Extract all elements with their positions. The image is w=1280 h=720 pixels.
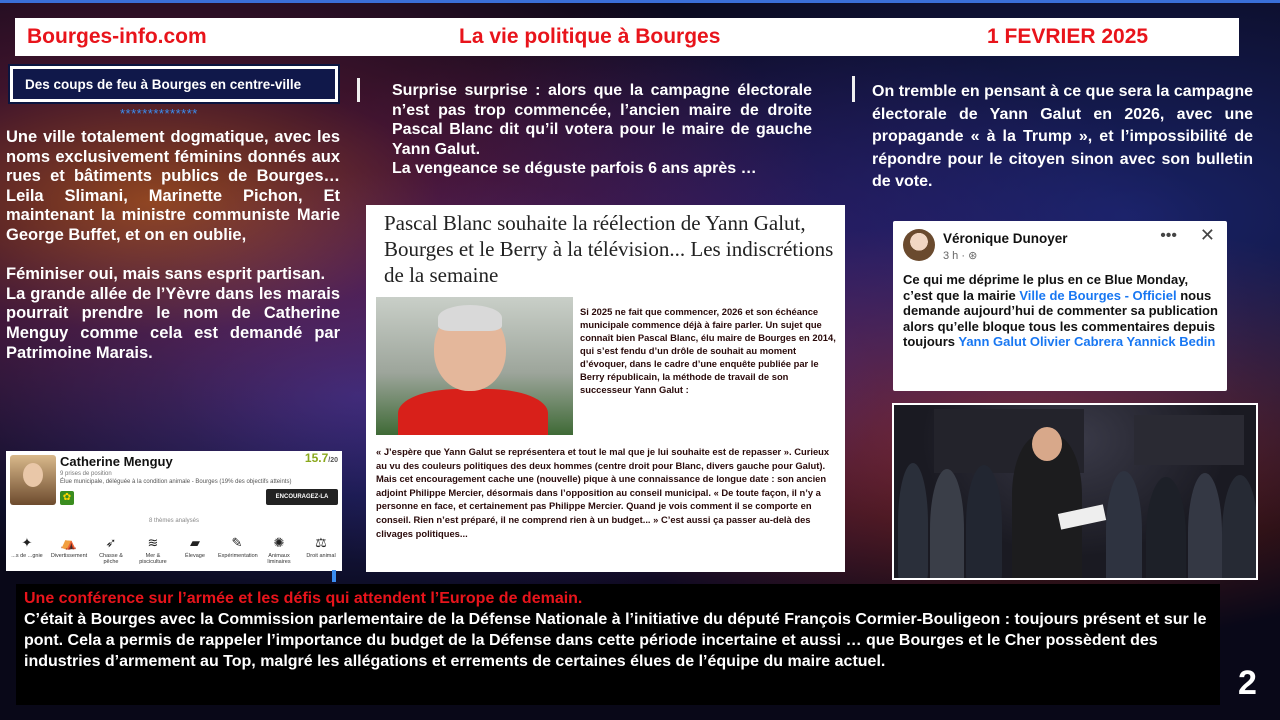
left-paragraph-3: La grande allée de l’Yèvre dans les marais pourrait prendre le nom de Catherine Menguy comme cela est demandé par Patrimoine Marais. xyxy=(6,284,340,362)
page-title: La vie politique à Bourges xyxy=(459,25,721,48)
candidate-score-card xyxy=(6,451,342,571)
conference-photo xyxy=(892,403,1258,580)
post-time: 3 h · ⊛ xyxy=(943,250,978,262)
deer-icon: ✦ xyxy=(21,535,33,550)
topic-tag[interactable] xyxy=(8,64,340,104)
post-author[interactable]: Véronique Dunoyer xyxy=(943,231,1068,246)
mention-link-people[interactable]: Yann Galut Olivier Cabrera Yannick Bedin xyxy=(958,334,1216,349)
right-column-text: On tremble en pensant à ce que sera la campagne électorale de Yann Galut en 2026, avec une propagande « à la Trump », et l’impossibilité de répondre pour le citoyen sinon avec son bulletin de vote. xyxy=(872,83,1253,191)
middle-intro-2: La vengeance se déguste parfois 6 ans après … xyxy=(392,160,757,177)
top-accent-line xyxy=(0,0,1280,3)
party-badge-icon: ✿ xyxy=(60,491,74,505)
topic-tag-label: Des coups de feu à Bourges en centre-ville xyxy=(13,69,335,99)
mention-link-ville[interactable]: Ville de Bourges - Officiel xyxy=(1019,287,1177,303)
conference-title: Une conférence sur l’armée et les défis qui attendent l’Europe de demain. xyxy=(24,590,583,607)
themes-count: 8 thèmes analysés xyxy=(148,518,200,524)
separator-stars: ************** xyxy=(120,106,198,121)
theme-item[interactable]: ✦ ...s de ...gnie xyxy=(8,535,46,565)
more-options-icon[interactable]: ••• xyxy=(1160,227,1177,244)
theme-item[interactable]: ⚖ Droit animal xyxy=(302,535,340,565)
site-name[interactable]: Bourges-info.com xyxy=(27,25,207,48)
encourage-button[interactable]: ENCOURAGEZ-LA xyxy=(266,489,338,505)
accent-tick xyxy=(332,570,336,582)
facebook-post xyxy=(893,221,1227,391)
law-icon: ⚖ xyxy=(315,535,327,550)
column-divider-2 xyxy=(852,76,855,102)
header-bar xyxy=(15,18,1239,56)
left-column-text xyxy=(6,128,340,363)
middle-intro: Surprise surprise : alors que la campagne électorale n’est pas trop commencée, l’ancien maire de droite Pascal Blanc dit qu’il votera pour le maire de gauche Yann Galut. xyxy=(392,82,812,158)
close-icon[interactable]: ✕ xyxy=(1199,225,1215,245)
candidate-photo xyxy=(10,455,56,505)
conference-caption xyxy=(16,584,1220,705)
column-divider-1 xyxy=(357,78,360,102)
theme-item[interactable]: ≋ Mer & pisciculture xyxy=(134,535,172,565)
post-body: Ce qui me déprime le plus en ce Blue Monday, c’est que la mairie Ville de Bourges - Officiel nous demande aujourd’hui de commenter sa publication alors qu’elle bloque tous les commentaires depuis toujours Yann Galut Olivier Cabrera Yannick Bedin xyxy=(903,272,1218,349)
press-clipping xyxy=(366,205,845,572)
theme-item[interactable]: ✺ Animaux liminaires xyxy=(260,535,298,565)
wild-animal-icon: ✺ xyxy=(273,535,285,550)
circus-icon: ⛺ xyxy=(60,535,78,550)
left-paragraph-2: Féminiser oui, mais sans esprit partisan. xyxy=(6,265,326,284)
hunting-icon: ➶ xyxy=(105,535,117,550)
article-lead: Si 2025 ne fait que commencer, 2026 et son échéance municipale commence déjà à faire parler. Un sujet que connaît bien Pascal Blanc, élu maire de Bourges en 2014, qui s’est fendu d’un drôle de souhait au moment d’évoquer, dans le cadre d’une enquête publiée par le Berry républicain, la méthode de travail de son successeur Yann Galut : xyxy=(580,306,836,395)
article-quote: « J’espère que Yann Galut se représentera et tout le mal que je lui souhaite est de repasser ». Curieux au vu des couleurs politiques des deux hommes (centre droit pour Blanc, divers gauche pour Galut). Mais cet encouragement cache une (nouvelle) pique à une connaissance de longue date : son ancien adjoint Philippe Mercier, désormais dans l’opposition au conseil municipal. « De toute façon, il n’y a personne en face, et certainement pas Philippe Mercier. Quand je vois comment il se comporte en conseil. Rien n’est préparé, il ne comprend rien à un budget... » C’est aussi ça passer au-delà des clivages politiques... xyxy=(376,446,830,539)
theme-icons xyxy=(6,535,342,565)
theme-item[interactable]: ⛺ Divertissement xyxy=(50,535,88,559)
theme-item[interactable]: ▰ Élevage xyxy=(176,535,214,565)
candidate-role: Élue municipale, déléguée à la condition animale - Bourges (19% des objectifs atteints) xyxy=(60,479,292,485)
conference-text: C’était à Bourges avec la Commission parlementaire de la Défense Nationale à l’initiative du député François Cormier-Bouligeon : toujours présent et sur le pont. Cela a permis de rappeler l’importance du budget de la Défense dans cette période incertaine et aussi … que Bourges et le Cher possèdent des industries d’armement au Top, malgré les allégations et errements de certaines élues de l’équipe du maire actuel. xyxy=(24,611,1207,670)
pascal-blanc-photo xyxy=(376,297,573,435)
theme-item[interactable]: ✎ Expérimentation xyxy=(218,535,258,559)
candidate-positions: 9 prises de position xyxy=(60,471,112,477)
candidate-name: Catherine Menguy xyxy=(60,454,173,469)
candidate-score: 15.7/20 xyxy=(304,451,338,465)
issue-date: 1 FEVRIER 2025 xyxy=(987,25,1149,48)
page-number: 2 xyxy=(1238,664,1257,702)
farm-icon: ▰ xyxy=(190,535,200,550)
syringe-icon: ✎ xyxy=(231,535,243,550)
middle-column-text xyxy=(392,81,812,179)
left-paragraph-1: Une ville totalement dogmatique, avec les noms exclusivement féminins donnés aux rues et bâtiments publics de Bourges… Leila Slimani, Marinette Pichon, Et maintenant la ministre communiste Marie George Buffet, et on en oublie, xyxy=(6,128,340,244)
theme-item[interactable]: ➶ Chasse & pêche xyxy=(92,535,130,565)
sea-icon: ≋ xyxy=(147,535,159,550)
article-headline: Pascal Blanc souhaite la réélection de Yann Galut, Bourges et le Berry à la télévision... Les indiscrétions de la semaine xyxy=(384,211,834,287)
avatar[interactable] xyxy=(903,229,935,261)
